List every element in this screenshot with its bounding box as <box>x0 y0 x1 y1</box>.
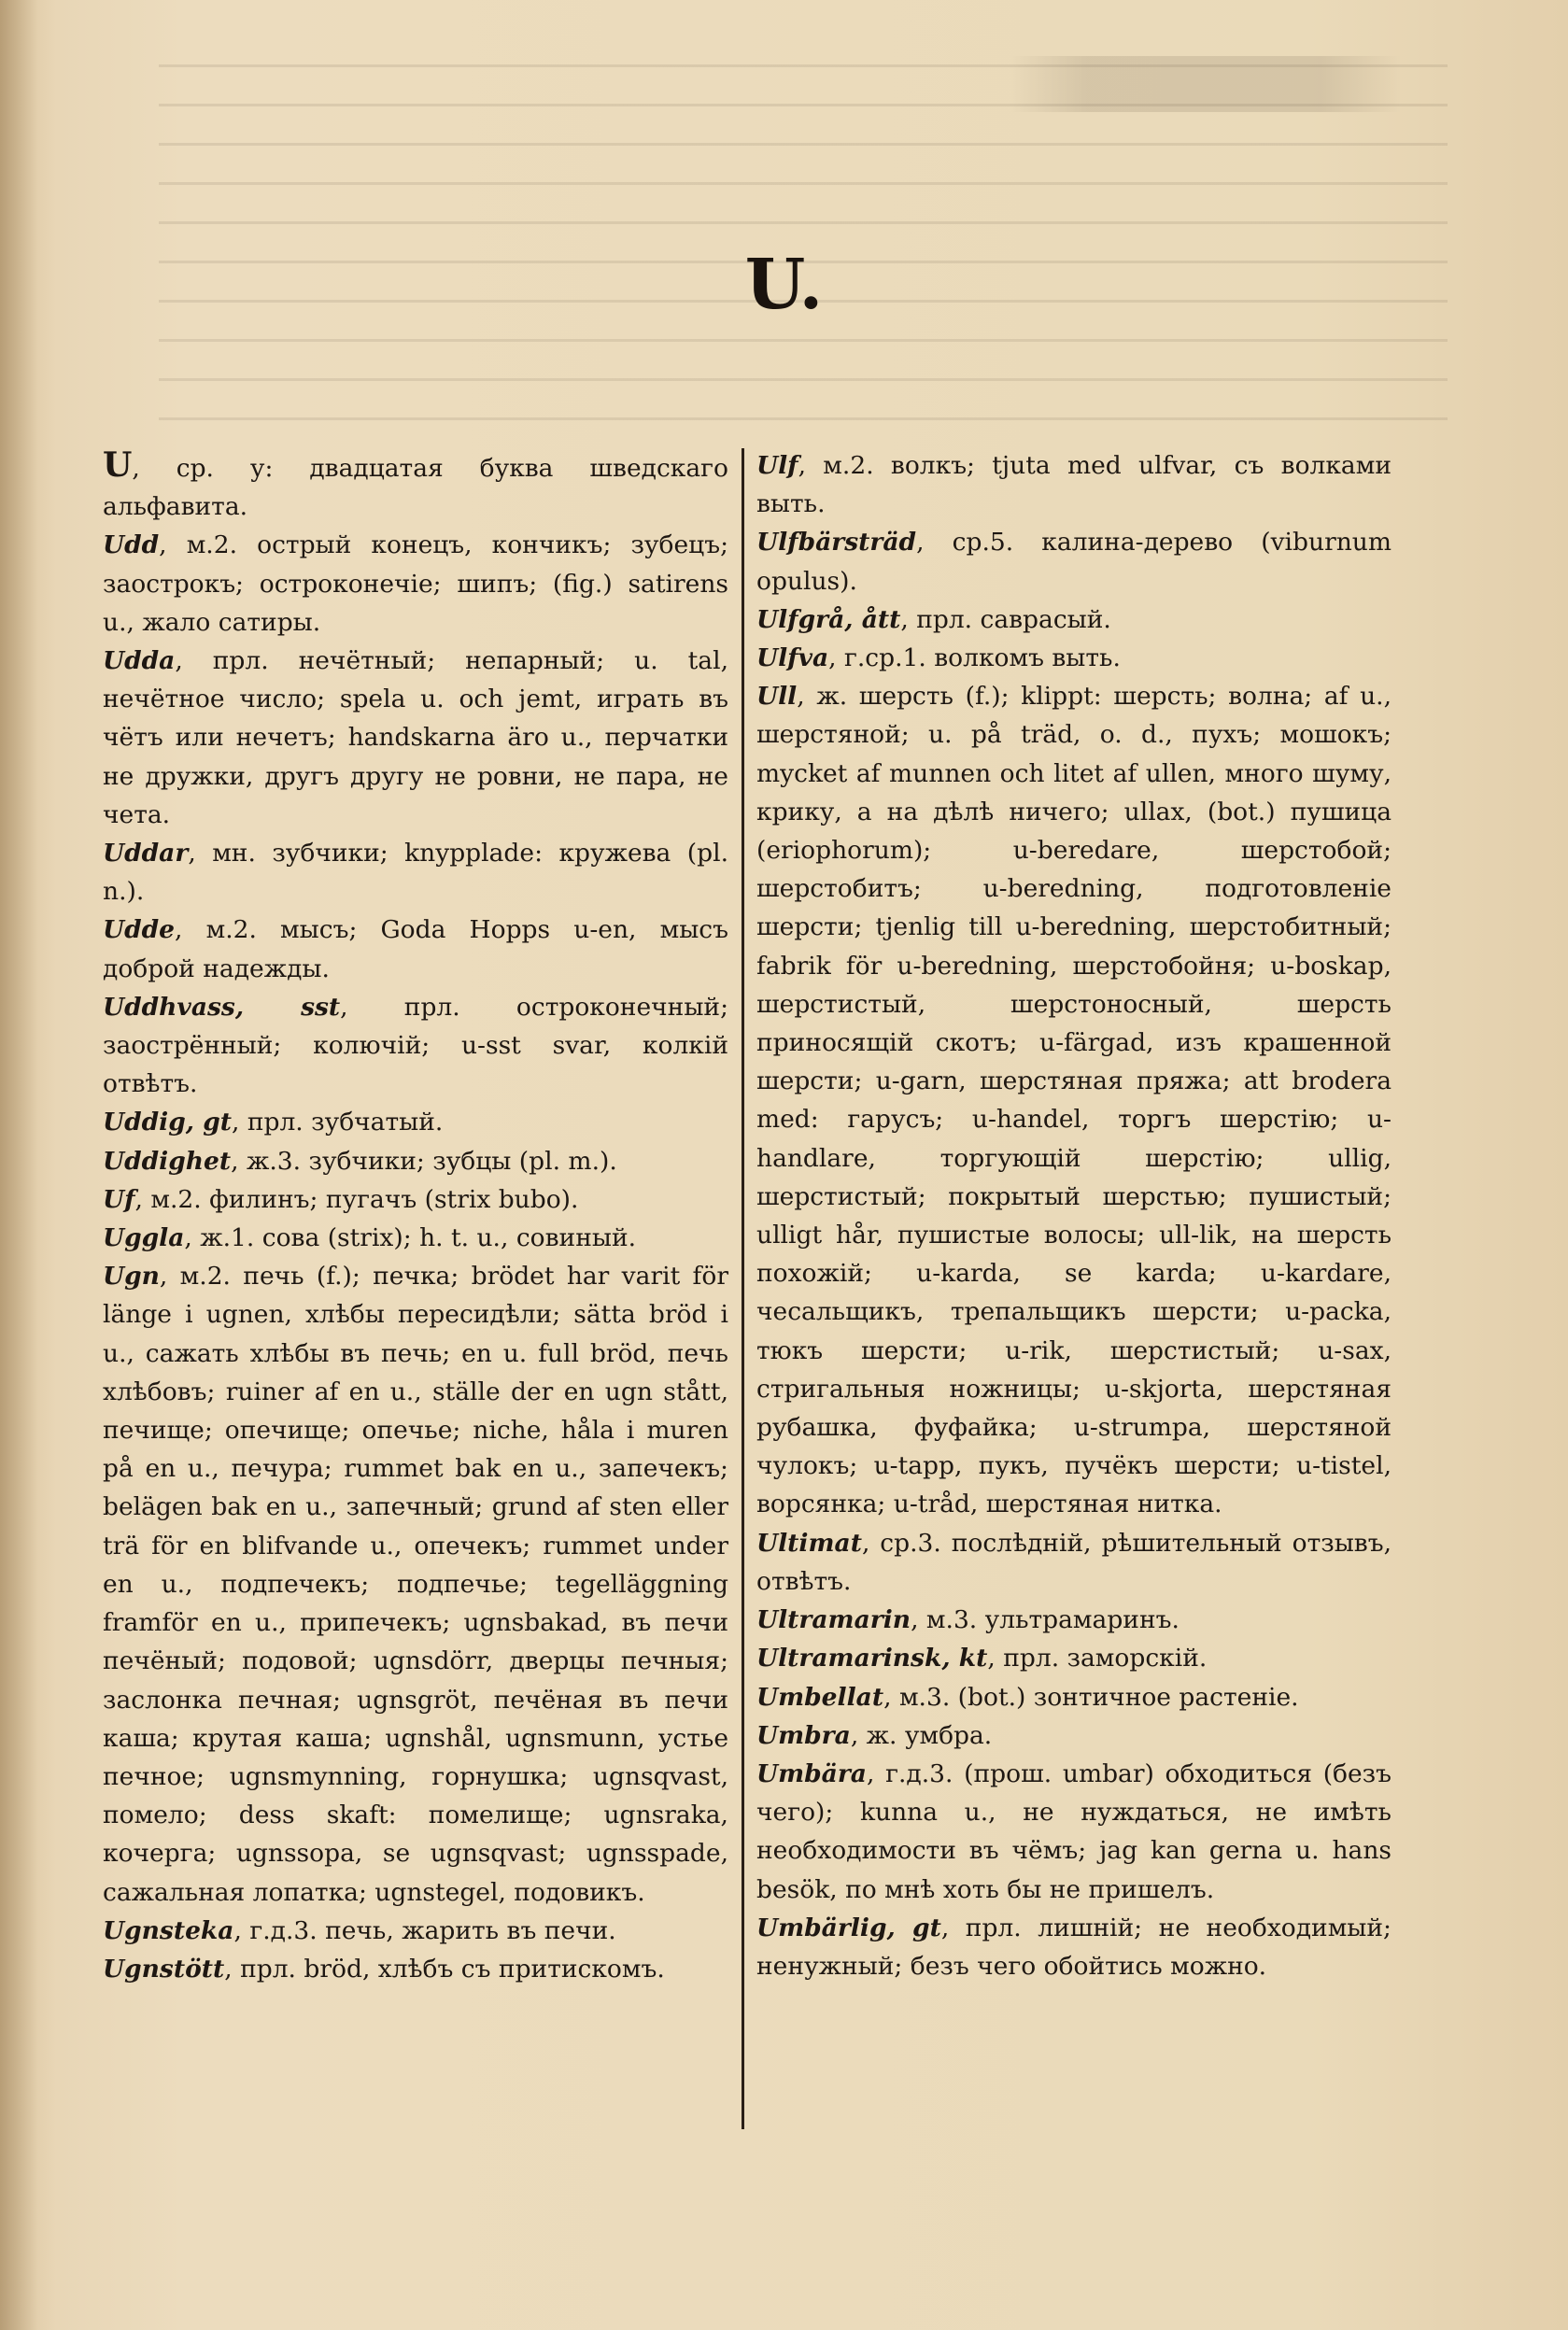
entry-headword: Udda <box>103 646 176 676</box>
entry-definition: , прл. остроконечный; заострённый; колючій; u-sst svar, колкій отвѣтъ. <box>103 992 728 1099</box>
entry-headword: Umbärlig, gt <box>756 1913 941 1942</box>
entry-headword: Uf <box>103 1184 135 1214</box>
entry-definition: , прл. лишній; не необходимый; ненужный; безъ чего обойтись можно. <box>756 1913 1391 1981</box>
show-through-header <box>1009 56 1401 112</box>
entry-headword: Uddighet <box>103 1146 232 1176</box>
entry-headword: Ulfva <box>756 643 829 673</box>
entry-headword: Uddhvass, sst <box>103 992 341 1022</box>
entry-headword: Uddar <box>103 839 189 868</box>
dictionary-entry <box>103 1219 728 1257</box>
entry-definition: , прл. bröd, хлѣбъ съ притискомъ. <box>224 1954 665 1984</box>
entry-headword: Ull <box>756 682 798 712</box>
entry-headword: U <box>103 445 133 485</box>
entry-headword: Umbra <box>756 1720 851 1750</box>
dictionary-entry <box>756 523 1391 600</box>
entry-headword: Uggla <box>103 1223 185 1253</box>
entry-definition: , м.3. (bot.) зонтичное растеніе. <box>883 1682 1299 1712</box>
entry-definition: , прл. зубчатый. <box>232 1108 444 1137</box>
entry-definition: , прл. заморскій. <box>987 1644 1208 1673</box>
entry-definition: , г.д.3. (прош. umbar) обходиться (безъ чего); kunna u., не нуждаться, не имѣть необходимости въ чёмъ; jag kan gerna u. hans besök, по мнѣ хоть бы не пришелъ. <box>756 1758 1391 1904</box>
entry-definition: , м.2. печь (f.); печка; brödet har varit för länge i ugnen, хлѣбы пересидѣли; sätta bröd i u., сажать хлѣбы въ печь; en u. full bröd, печь хлѣбовъ; ruiner af en u., ställe der en ugn stått, печище; опечище; опечье; niche, håla i muren på en u., печура; rummet bak en u., запечекъ; belägen bak en u., запечный; grund af sten eller trä för en blifvande u., опечекъ; rummet under en u., подпечекъ; подпечье; tegelläggning framför en u., припечекъ; ugnsbakad, въ печи печёный; подовой; ugnsdörr, дверцы печныя; заслонка печная; ugnsgröt, печёная въ печи каша; крутая каша; ugnshål, ugnsmunn, устье печное; ugnsmynning, горнушка; ugnsqvast, помело; dess skaft: помелище; ugnsraka, кочерга; ugnssopa, se ugnsqvast; ugnsspade, сажальная лопатка; ugnstegel, подовикъ. <box>103 1262 728 1907</box>
entry-definition: , ж.1. сова (strix); h. t. u., совиный. <box>184 1223 637 1253</box>
dictionary-entry <box>103 834 728 911</box>
entry-headword: Ugnsteka <box>103 1915 234 1945</box>
dictionary-entry <box>103 1103 728 1141</box>
entry-headword: Ultimat <box>756 1528 862 1558</box>
dictionary-entry <box>756 639 1391 677</box>
entry-definition: , ср.5. калина-дерево (viburnum opulus). <box>756 528 1391 596</box>
entry-definition: , м.2. филинъ; пугачъ (strix bubo). <box>134 1184 579 1214</box>
entry-definition: , прл. саврасый. <box>900 604 1111 634</box>
entry-definition: , м.3. ультрамаринъ. <box>911 1605 1180 1635</box>
dictionary-entry <box>103 1912 728 1950</box>
dictionary-entry <box>756 677 1391 1523</box>
dictionary-entry <box>756 446 1391 523</box>
entry-definition: , г.д.3. печь, жарить въ печи. <box>233 1915 616 1945</box>
entry-headword: Ugnstött <box>103 1954 225 1984</box>
entry-headword: Umbellat <box>756 1682 884 1712</box>
entry-headword: Uddig, gt <box>103 1108 232 1137</box>
dictionary-entry <box>756 1909 1391 1985</box>
dictionary-entry <box>756 1755 1391 1909</box>
dictionary-entry <box>103 1180 728 1219</box>
page-heading: U. <box>744 245 824 325</box>
dictionary-entry <box>756 600 1391 639</box>
entry-definition: , г.ср.1. волкомъ выть. <box>828 643 1121 673</box>
entry-definition: , ж. умбра. <box>850 1720 993 1750</box>
left-column <box>103 446 728 1988</box>
entry-definition: , ж. шерсть (f.); klippt: шерсть; волна; af u., шерстяной; u. på träd, o. d., пухъ; мошокъ; mycket af munnen och litet af ullen, много шуму, крику, а на дѣлѣ ничего; ullax, (bot.) пушица (eriophorum); u-beredare, шерстобой; шерстобитъ; u-beredning, подготовленіе шерсти; tjenlig till u-beredning, шерстобитный; fabrik för u-beredning, шерстобойня; u-boskap, шерстистый, шерстоносный, шерсть приносящій скотъ; u-färgad, изъ крашенной шерсти; u-garn, шерстяная пряжа; att brodera med: гарусъ; u-handel, торгъ шерстію; u-handlare, торгующій шерстію; ullig, шерстистый; покрытый шерстью; пушистый; ulligt hår, пушистые волосы; ull-lik, на шерсть похожій; u-karda, se karda; u-kardare, чесальщикъ, трепальщикъ шерсти; u-packa, тюкъ шерсти; u-rik, шерстистый; u-sax, стригальныя ножницы; u-skjorta, шерстяная рубашка, фуфайка; u-strumpa, шерстяной чулокъ; u-tapp, пукъ, пучёкъ шерсти; u-tistel, ворсянка; u-tråd, шерстяная нитка. <box>756 682 1391 1519</box>
entry-headword: Ultramarin <box>756 1605 911 1635</box>
dictionary-entry <box>103 911 728 987</box>
dictionary-entry <box>756 1716 1391 1755</box>
dictionary-entry <box>756 1639 1391 1677</box>
entry-definition: , ж.3. зубчики; зубцы (pl. m.). <box>231 1146 617 1176</box>
entry-headword: Udde <box>103 915 176 945</box>
dictionary-entry <box>756 1524 1391 1601</box>
entry-headword: Ulfbärsträd <box>756 528 917 558</box>
entry-definition: , м.2. волкъ; tjuta med ulfvar, съ волками выть. <box>756 451 1391 519</box>
entry-definition: , мн. зубчики; knypplade: кружева (pl. n.). <box>103 839 728 907</box>
dictionary-entry <box>103 1142 728 1180</box>
entry-definition: , м.2. мысъ; Goda Hopps u-en, мысъ доброй надежды. <box>103 915 728 983</box>
dictionary-entry <box>103 446 728 526</box>
dictionary-entry <box>103 526 728 642</box>
column-divider <box>742 448 744 2129</box>
entry-headword: Umbära <box>756 1758 867 1788</box>
entry-headword: Udd <box>103 530 160 560</box>
entry-headword: Ultramarinsk, kt <box>756 1644 988 1673</box>
dictionary-entry <box>756 1678 1391 1716</box>
dictionary-entry <box>103 988 728 1104</box>
entry-definition: , м.2. острый конецъ, кончикъ; зубецъ; заострокъ; остроконечіе; шипъ; (fig.) satirens u., жало сатиры. <box>103 530 728 637</box>
entry-definition: , ср. у: двадцатая буква шведскаго альфавита. <box>103 454 728 522</box>
entry-definition: , прл. нечётный; непарный; u. tal, нечётное число; spela u. och jemt, играть въ чётъ или нечетъ; handskarna äro u., перчатки не дружки, другъ другу не ровни, не пара, не чета. <box>103 646 728 829</box>
dictionary-entry <box>103 642 728 834</box>
entry-headword: Ulfgrå, ått <box>756 604 901 634</box>
entry-headword: Ugn <box>103 1262 160 1292</box>
dictionary-entry <box>103 1257 728 1911</box>
dictionary-entry <box>756 1601 1391 1639</box>
spine-shadow <box>0 0 37 2330</box>
entry-definition: , ср.3. послѣдній, рѣшительный отзывъ, отвѣтъ. <box>756 1528 1391 1596</box>
right-column <box>756 446 1391 1985</box>
dictionary-entry <box>103 1950 728 1988</box>
entry-headword: Ulf <box>756 451 798 480</box>
